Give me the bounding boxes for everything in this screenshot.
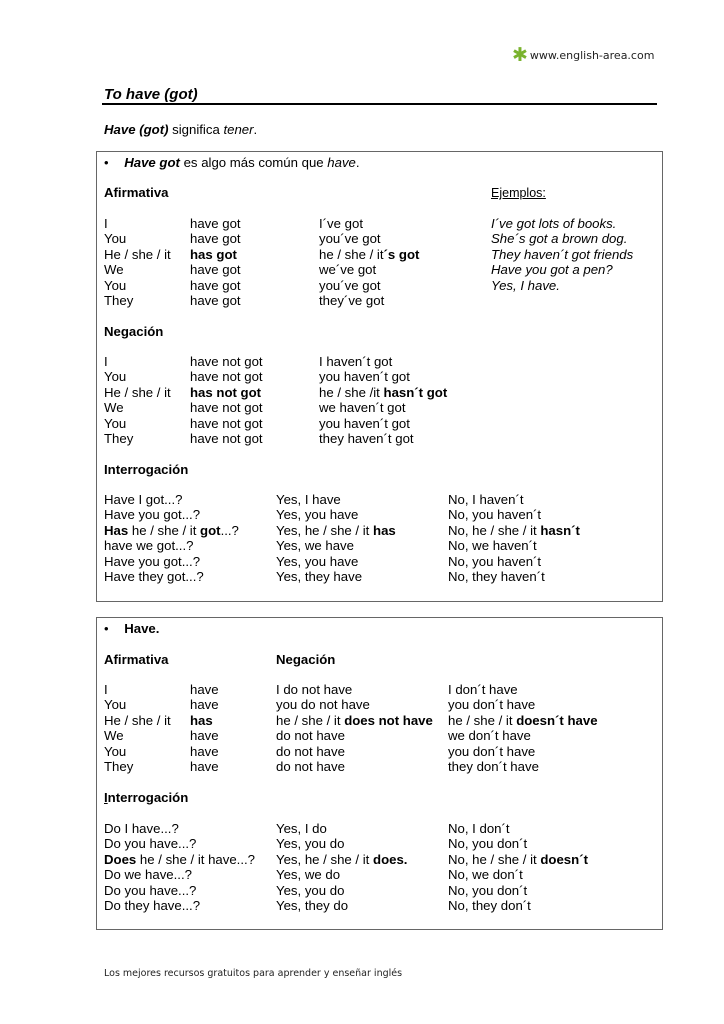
- negative-row: [0, 400, 724, 416]
- affirmative-cell: he / she / it´s got: [319, 246, 420, 262]
- interrogacion-rest: nterrogación: [107, 790, 189, 805]
- conjugation-cell: has: [190, 712, 213, 728]
- question2-cell: No, we don´t: [448, 867, 523, 883]
- title-underline: [102, 103, 657, 105]
- question2-cell: No, he / she / it doesn´t: [448, 851, 588, 867]
- conjugation-cell: have: [190, 759, 219, 774]
- question-cell: No, they haven´t: [448, 569, 545, 584]
- bullet-text: es algo más común que: [179, 155, 328, 170]
- question2-cell: Do you have...?: [104, 882, 197, 898]
- negative-cell: we haven´t got: [319, 400, 406, 416]
- example-sentence: Have you got a pen?: [491, 262, 613, 278]
- question2-cell: Do I have...?: [104, 821, 179, 836]
- interrogacion-initial: I: [104, 790, 108, 805]
- question2-cell: No, you don´t: [448, 836, 528, 852]
- have-got-bullet: [104, 155, 360, 170]
- site-logo[interactable]: [512, 42, 654, 64]
- bullet-term: Have got: [124, 155, 180, 170]
- question-row: [0, 492, 724, 508]
- question-cell: Yes, he / she / it has: [276, 522, 396, 538]
- conjugation-cell: I don´t have: [448, 682, 518, 697]
- conjugation-cell: do not have: [276, 743, 345, 759]
- question-cell: Have you got...?: [104, 553, 201, 569]
- intro-term: Have (got): [104, 122, 169, 137]
- question-cell: Has he / she / it got...?: [104, 522, 239, 538]
- intro-meaning: tener: [223, 122, 254, 137]
- question2-cell: No, I don´t: [448, 821, 510, 836]
- conjugation-cell: I: [104, 682, 108, 697]
- ejemplos-heading: Ejemplos:: [491, 186, 546, 200]
- affirmative-cell: have got: [190, 262, 241, 278]
- page-title: To have (got): [104, 86, 198, 103]
- question-cell: Yes, we have: [276, 538, 354, 554]
- question2-row: [0, 883, 724, 899]
- conjugation-cell: have: [190, 697, 219, 713]
- conjugation-cell: You: [104, 697, 127, 713]
- interrogacion-heading-1: Interrogación: [104, 462, 189, 477]
- example-sentence: They haven´t got friends: [491, 246, 634, 262]
- negative-cell: He / she / it: [104, 384, 171, 400]
- affirmative-cell: have got: [190, 216, 241, 231]
- affirmative-cell: You: [104, 277, 127, 293]
- question2-cell: Does he / she / it have...?: [104, 851, 256, 867]
- question2-row: [0, 867, 724, 883]
- conjugation-row: [0, 728, 724, 744]
- conjugation-cell: they don´t have: [448, 759, 539, 774]
- question-cell: Yes, you have: [276, 507, 359, 523]
- question-row: [0, 569, 724, 585]
- intro-line: [104, 122, 257, 137]
- negative-cell: I haven´t got: [319, 354, 393, 369]
- question-cell: Yes, I have: [276, 492, 341, 507]
- conjugation-cell: he / she / it does not have: [276, 712, 433, 728]
- question2-row: [0, 821, 724, 837]
- conjugation-row: [0, 682, 724, 698]
- conjugation-cell: have: [190, 682, 219, 697]
- site-url: www.english-area.com: [529, 49, 655, 62]
- bullet-period: .: [355, 155, 360, 170]
- question2-cell: Yes, they do: [276, 898, 349, 913]
- question-cell: Have they got...?: [104, 569, 204, 584]
- question-cell: No, you haven´t: [448, 553, 542, 569]
- negative-row: [0, 416, 724, 432]
- conjugation-row: [0, 744, 724, 760]
- conjugation-cell: He / she / it: [104, 712, 171, 728]
- conjugation-cell: They: [104, 759, 134, 774]
- negacion-heading-2: Negación: [276, 652, 336, 667]
- negative-cell: You: [104, 415, 127, 431]
- affirmative-cell: you´ve got: [319, 277, 381, 293]
- conjugation-cell: we don´t have: [448, 728, 531, 744]
- question2-cell: Yes, he / she / it does.: [276, 851, 408, 867]
- question-row: [0, 554, 724, 570]
- footer-text: Los mejores recursos gratuitos para aprender y enseñar inglés: [104, 968, 403, 979]
- conjugation-cell: have: [190, 743, 219, 759]
- affirmative-cell: they´ve got: [319, 293, 385, 308]
- conjugation-row: [0, 697, 724, 713]
- example-sentence: I´ve got lots of books.: [491, 216, 617, 231]
- affirmative-cell: you´ve got: [319, 231, 381, 247]
- affirmative-cell: I´ve got: [319, 216, 363, 231]
- conjugation-cell: have: [190, 728, 219, 744]
- negative-cell: have not got: [190, 431, 263, 446]
- question2-cell: Yes, you do: [276, 882, 345, 898]
- question2-row: [0, 898, 724, 914]
- question-cell: Yes, you have: [276, 553, 359, 569]
- affirmative-row: [0, 293, 724, 309]
- affirmative-cell: He / she / it: [104, 246, 171, 262]
- afirmativa-heading-2: Afirmativa: [104, 652, 169, 667]
- negative-cell: have not got: [190, 415, 263, 431]
- negative-cell: you haven´t got: [319, 369, 410, 385]
- question-cell: Have I got...?: [104, 492, 183, 507]
- asterisk-logo-icon: ✱: [512, 44, 528, 66]
- negative-cell: have not got: [190, 354, 263, 369]
- affirmative-row: [0, 262, 724, 278]
- intro-text: significa: [168, 122, 224, 137]
- affirmative-cell: has got: [190, 246, 237, 262]
- interrogacion-heading-2: [104, 790, 188, 805]
- question2-row: [0, 836, 724, 852]
- question2-cell: Do we have...?: [104, 867, 192, 883]
- question-cell: No, I haven´t: [448, 492, 524, 507]
- negative-cell: They: [104, 431, 134, 446]
- negative-cell: they haven´t got: [319, 431, 414, 446]
- affirmative-cell: have got: [190, 277, 241, 293]
- question2-cell: No, you don´t: [448, 882, 528, 898]
- question-cell: Yes, they have: [276, 569, 363, 584]
- question-row: [0, 507, 724, 523]
- negative-row: [0, 354, 724, 370]
- negative-row: [0, 385, 724, 401]
- negative-cell: has not got: [190, 384, 262, 400]
- negative-cell: you haven´t got: [319, 415, 410, 431]
- affirmative-cell: we´ve got: [319, 262, 377, 278]
- negative-cell: he / she /it hasn´t got: [319, 384, 448, 400]
- conjugation-cell: he / she / it doesn´t have: [448, 712, 598, 728]
- conjugation-cell: I do not have: [276, 682, 353, 697]
- question2-cell: Do they have...?: [104, 898, 201, 913]
- conjugation-cell: You: [104, 743, 127, 759]
- affirmative-cell: They: [104, 293, 134, 308]
- affirmative-cell: have got: [190, 293, 241, 308]
- bullet-have: Have.: [124, 621, 160, 636]
- conjugation-cell: We: [104, 728, 124, 744]
- question2-cell: Yes, you do: [276, 836, 345, 852]
- affirmative-cell: We: [104, 262, 124, 278]
- negative-row: [0, 431, 724, 447]
- conjugation-cell: you don´t have: [448, 697, 536, 713]
- example-sentence: Yes, I have.: [491, 277, 560, 293]
- example-sentence: She´s got a brown dog.: [491, 231, 628, 247]
- question-cell: have we got...?: [104, 538, 194, 554]
- question-cell: No, he / she / it hasn´t: [448, 522, 580, 538]
- affirmative-cell: You: [104, 231, 127, 247]
- negative-cell: have not got: [190, 369, 263, 385]
- affirmative-cell: I: [104, 216, 108, 231]
- question-row: [0, 523, 724, 539]
- question-cell: No, we haven´t: [448, 538, 537, 554]
- intro-period: .: [253, 122, 258, 137]
- conjugation-row: [0, 713, 724, 729]
- question-cell: No, you haven´t: [448, 507, 542, 523]
- question2-cell: Yes, I do: [276, 821, 327, 836]
- conjugation-cell: you do not have: [276, 697, 370, 713]
- negative-cell: have not got: [190, 400, 263, 416]
- conjugation-cell: do not have: [276, 759, 345, 774]
- question2-cell: Yes, we do: [276, 867, 341, 883]
- affirmative-row: [0, 278, 724, 294]
- conjugation-cell: do not have: [276, 728, 345, 744]
- negative-cell: You: [104, 369, 127, 385]
- question2-cell: Do you have...?: [104, 836, 197, 852]
- question-row: [0, 538, 724, 554]
- bullet-compare: have: [327, 155, 356, 170]
- question-cell: Have you got...?: [104, 507, 201, 523]
- afirmativa-heading-1: Afirmativa: [104, 185, 169, 200]
- question2-cell: No, they don´t: [448, 898, 531, 913]
- negative-cell: We: [104, 400, 124, 416]
- bullet-icon: •: [104, 155, 109, 170]
- conjugation-row: [0, 759, 724, 775]
- question2-row: [0, 852, 724, 868]
- negative-row: [0, 369, 724, 385]
- affirmative-cell: have got: [190, 231, 241, 247]
- have-bullet: [104, 621, 159, 636]
- negative-cell: I: [104, 354, 108, 369]
- conjugation-cell: you don´t have: [448, 743, 536, 759]
- negacion-heading-1: Negación: [104, 324, 164, 339]
- bullet-icon: •: [104, 621, 109, 636]
